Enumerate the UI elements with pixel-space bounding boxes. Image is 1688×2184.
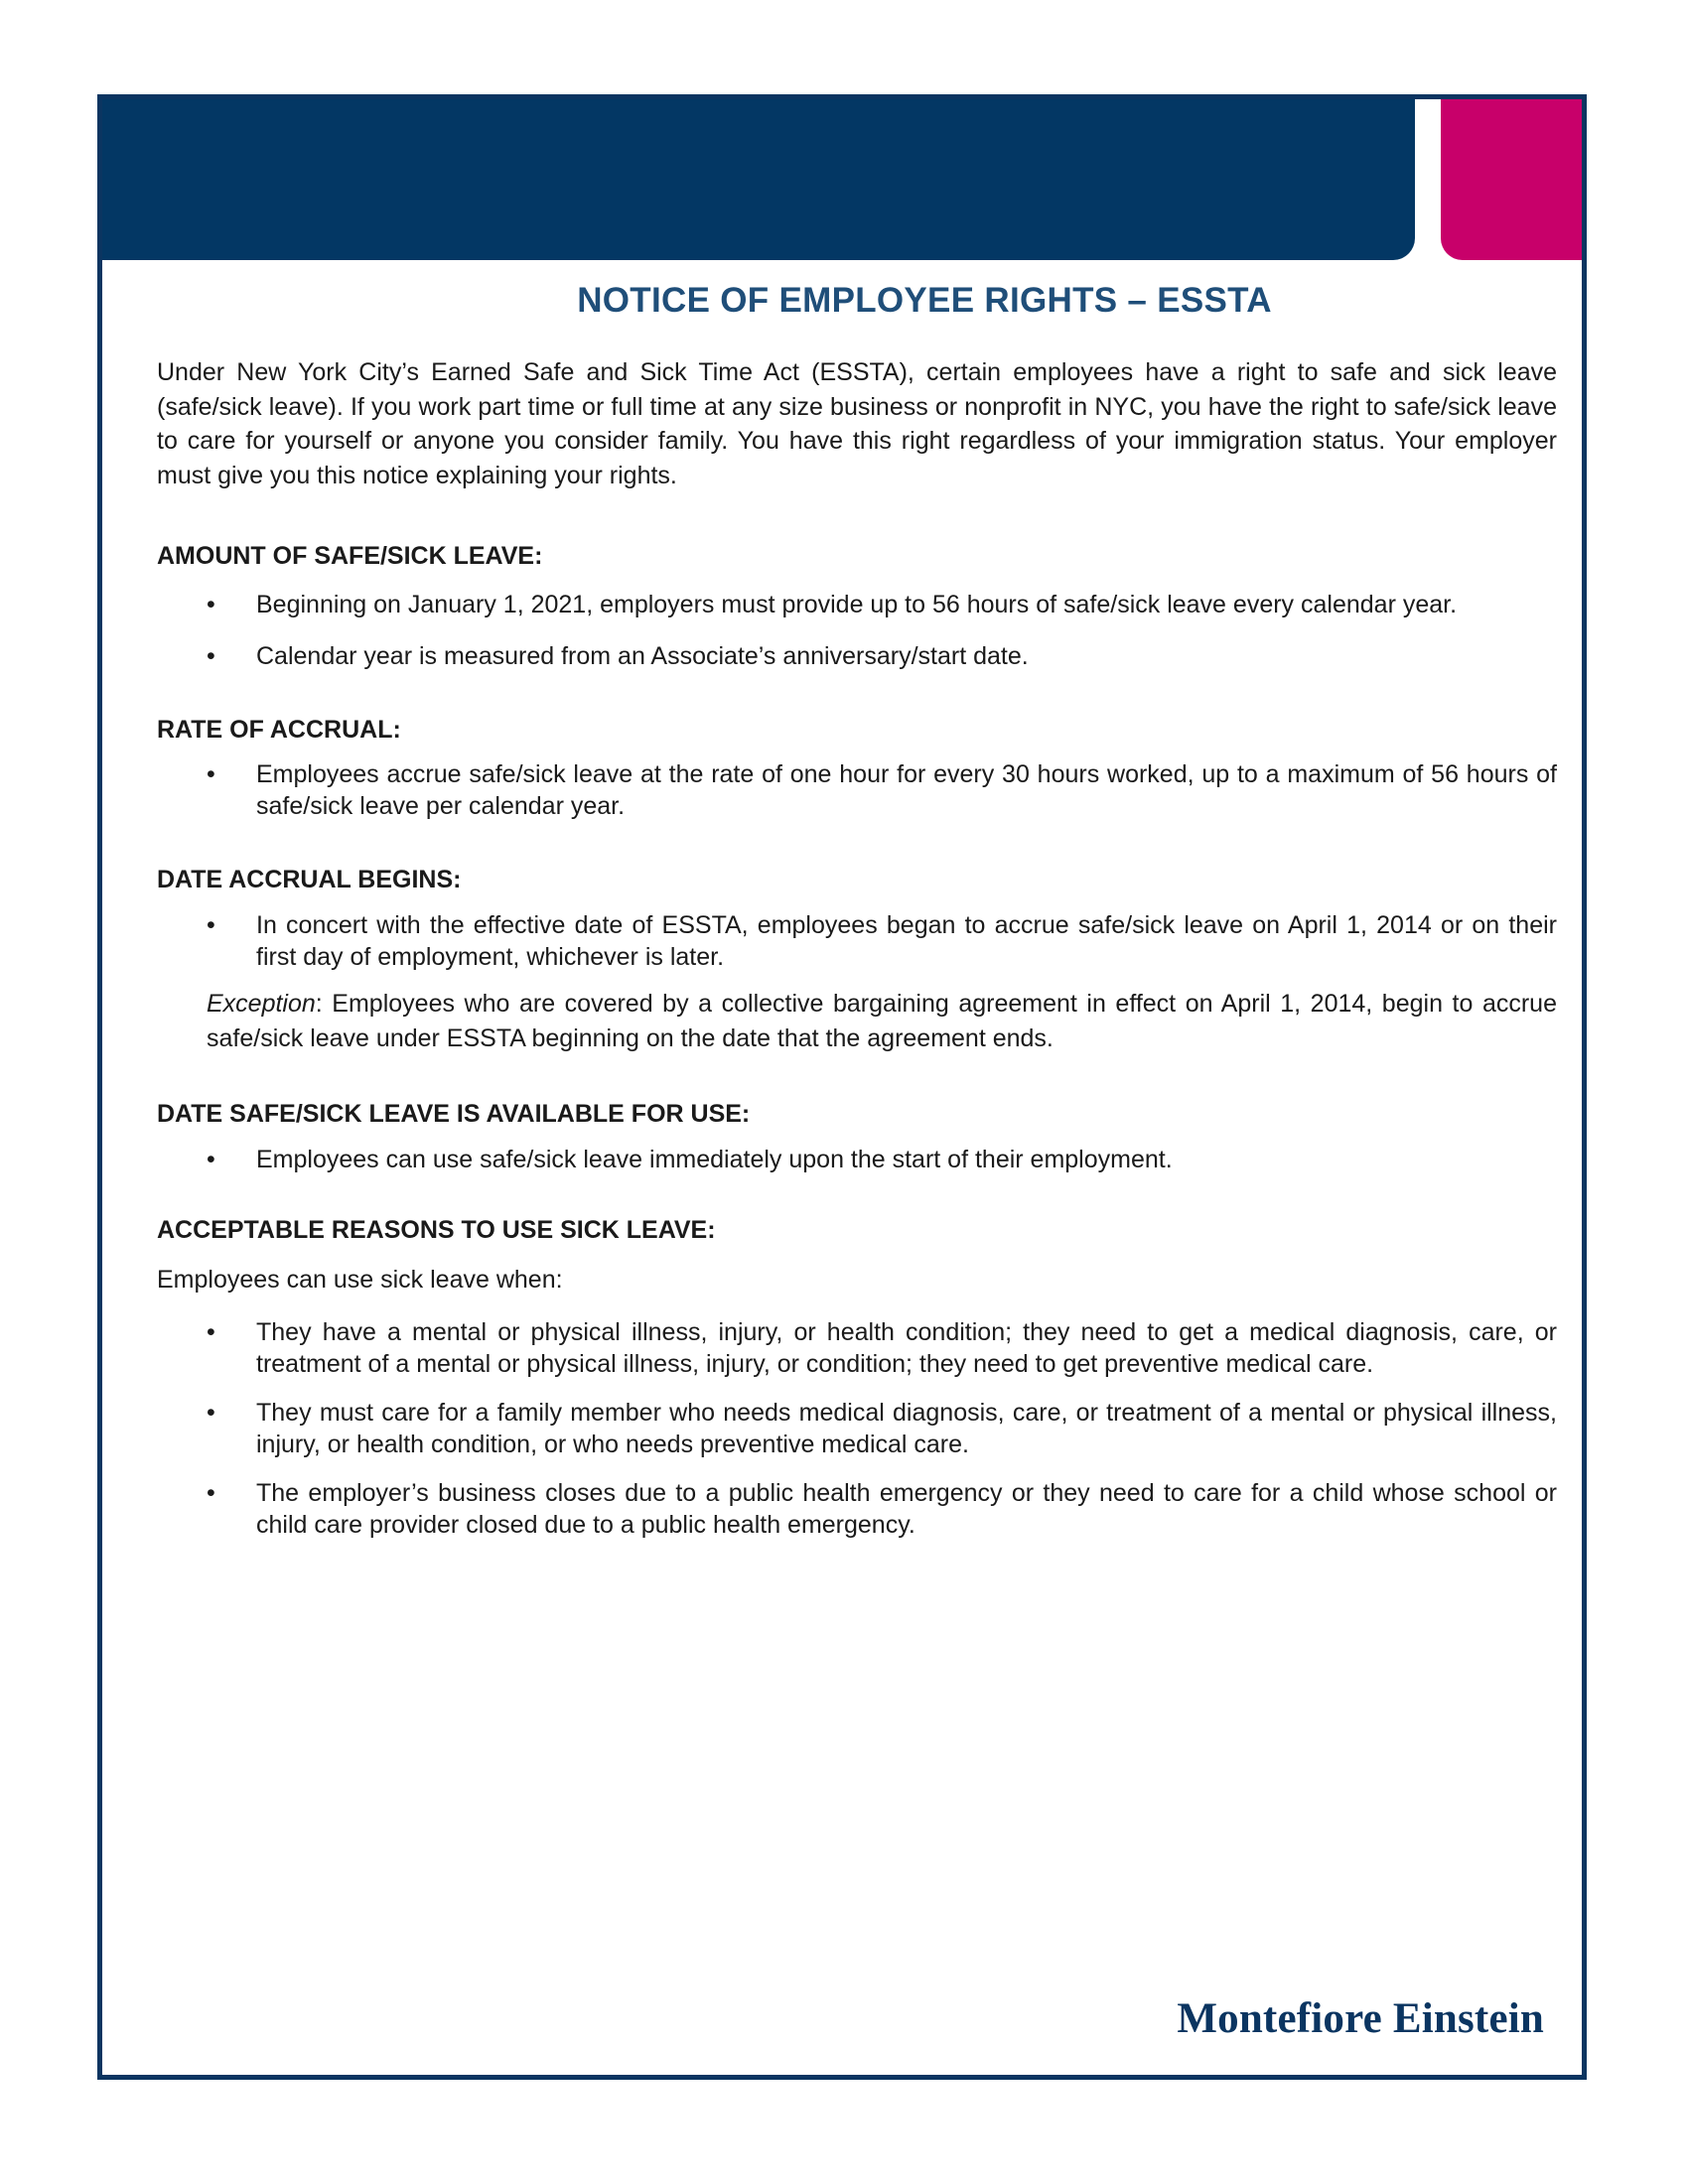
list-item: • The employer’s business closes due to a public health emergency or they need to care for a child whose school or child care provider closed due to a public health emergency. [207, 1479, 1557, 1539]
bullet-icon: • [207, 1399, 215, 1427]
intro-paragraph: Under New York City’s Earned Safe and Sick Time Act (ESSTA), certain employees have a right to safe and sick leave (safe/sick leave). If you work part time or full time at any size business or nonprofit in NYC, you have the right to safe/sick leave to care for yourself or anyone you consider family. You have this right regardless of your immigration status. Your employer must give you this notice explaining your rights. [157, 358, 1557, 489]
bullet-icon: • [207, 591, 215, 618]
banner-navy-block [102, 99, 1415, 260]
reasons-lead: Employees can use sick leave when: [157, 1266, 563, 1294]
section-heading-accrual-rate: RATE OF ACCRUAL: [157, 716, 401, 744]
section-heading-available: DATE SAFE/SICK LEAVE IS AVAILABLE FOR USE: [157, 1100, 751, 1128]
bullet-icon: • [207, 911, 215, 939]
bullet-icon: • [207, 1318, 215, 1346]
available-list [157, 1144, 1557, 1175]
list-item: • They must care for a family member who needs medical diagnosis, care, or treatment of a mental or physical illness, injury, or health condition, or who needs preventive medical care. [207, 1399, 1557, 1458]
list-item: • Employees accrue safe/sick leave at the rate of one hour for every 30 hours worked, up to a maximum of 56 hours of safe/sick leave per calendar year. [207, 760, 1557, 820]
exception-label: Exception [207, 990, 316, 1018]
accrual-rate-list [157, 758, 1557, 822]
reasons-list [157, 1316, 1557, 1541]
bullet-icon: • [207, 1479, 215, 1507]
list-item: • Beginning on January 1, 2021, employers must provide up to 56 hours of safe/sick leave every calendar year. [207, 591, 1458, 618]
bullet-icon: • [207, 1146, 215, 1173]
amount-list [157, 589, 1557, 672]
montefiore-einstein-logo: Montefiore Einstein [1177, 1995, 1544, 2042]
list-item: • Calendar year is measured from an Associate’s anniversary/start date. [207, 642, 1029, 670]
banner-magenta-block [1441, 99, 1582, 260]
bullet-icon: • [207, 642, 215, 670]
list-item: • They have a mental or physical illness, injury, or health condition; they need to get a medical diagnosis, care, or treatment of a mental or physical illness, injury, or condition; they need to get preventive medical care. [207, 1318, 1557, 1378]
exception-text: : Employees who are covered by a collective bargaining agreement in effect on April 1, 2014, begin to accrue safe/sick leave under ESSTA beginning on the date that the agreement ends. [207, 990, 1557, 1052]
notice-body [157, 355, 1557, 1541]
page-title: NOTICE OF EMPLOYEE RIGHTS – ESSTA [577, 281, 1272, 320]
exception-note [157, 987, 1557, 1056]
section-heading-reasons: ACCEPTABLE REASONS TO USE SICK LEAVE: [157, 1216, 716, 1244]
accrual-begins-list [157, 909, 1557, 973]
section-heading-amount: AMOUNT OF SAFE/SICK LEAVE: [157, 542, 543, 570]
page-frame [97, 94, 1587, 2080]
list-item: • Employees can use safe/sick leave immediately upon the start of their employment. [207, 1146, 1173, 1173]
list-item: • In concert with the effective date of ESSTA, employees began to accrue safe/sick leave on April 1, 2014 or on their first day of employment, whichever is later. [207, 911, 1557, 971]
section-heading-accrual-begins: DATE ACCRUAL BEGINS: [157, 866, 462, 893]
header-banner [102, 99, 1582, 260]
bullet-icon: • [207, 760, 215, 788]
